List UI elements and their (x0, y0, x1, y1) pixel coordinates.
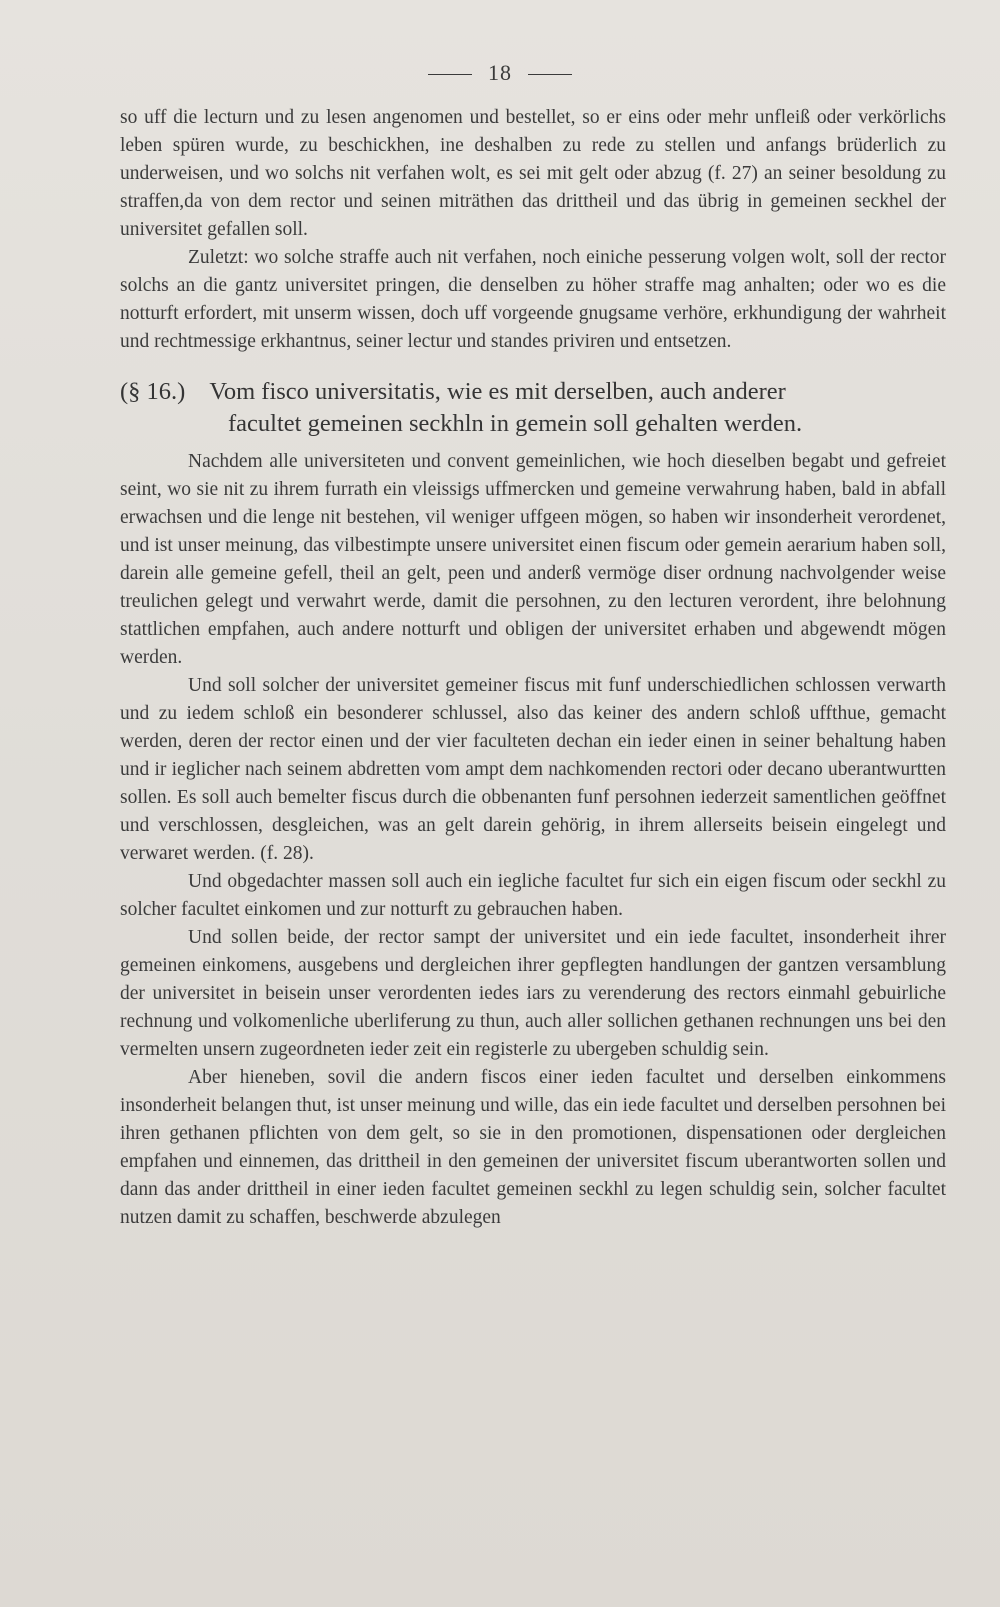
page-number: 18 (488, 60, 512, 85)
section-heading-line1 (120, 376, 946, 408)
page-body (120, 104, 946, 1232)
paragraph-zuletzt: Zuletzt: wo solche straffe auch nit verfahen, noch einiche pesserung volgen wolt, soll der rector solchs an die gantz universitet pringen, die denselben zu höher straffe mag anhalten; oder wo es die notturft erfordert, mit unserm wissen, doch uff vorgeende gnugsame verhöre, erkhundigung der wahrheit und rechtmessige erkhantnus, seiner lectur und standes priviren und entsetzen. (120, 247, 946, 352)
paragraph-und-sollen: Und sollen beide, der rector sampt der universitet und ein iede facultet, insonderheit ihrer gemeinen einkomens, ausgebens und dergleichen ihrer gepflegten handlungen der gantzen versamblung der universitet in beisein unser verordenten iedes iars zu verenderung des rectors einmahl gebuirliche rechnung und volkomenliche uberliferung zu thun, auch aller sollichen gethanen rechnungen uns bei den vermelten unsern zugeordneten ieder zeit ein registerle zu ubergeben schuldig sein. (120, 927, 946, 1060)
paragraph-nachdem: Nachdem alle universiteten und convent gemeinlichen, wie hoch dieselben begabt und gefreiet seint, wo sie nit zu ihrem furrath ein vleissigs uffmercken und gemeine verwahrung haben, bald in abfall erwachsen und die lenge nit bestehen, vil weniger uffgeen mögen, so haben wir insonderheit verordenet, und ist unser meinung, das vilbestimpte unsere universitet einen fiscum oder gemein aerarium haben soll, darein alle gemeine gefell, theil an gelt, peen und anderß vermöge diser ordnung nachvolgender weise treulichen gelegt und verwahrt werde, damit die persohnen, zu den lecturen verordent, ihre belohnung stattlichen empfahen, auch andere notturft und obligen der universitet erhaben und abgewendt mögen werden. (120, 451, 946, 668)
section-heading (120, 376, 946, 440)
paragraph-obgedachter: Und obgedachter massen soll auch ein iegliche facultet fur sich ein eigen fiscum oder seckhl zu solcher facultet einkomen und zur notturft zu gebrauchen haben. (120, 871, 946, 920)
header-rule-left (428, 74, 472, 75)
header-rule-right (528, 74, 572, 75)
page-header (0, 60, 1000, 86)
section-number: (§ 16.) (120, 378, 186, 405)
paragraph-aber-hieneben: Aber hieneben, sovil die andern fiscos einer ieden facultet und derselben einkommens insonderheit belangen thut, ist unser meinung und wille, das ein iede facultet und derselben persohnen bei ihren gethanen pflichten von dem gelt, so sie in den promotionen, dispensationen oder dergleichen empfahen und einnemen, das drittheil in den gemeinen der universitet fiscum uberantworten sollen und dann das ander drittheil in einer ieden facultet gemeinen seckhl zu legen schuldig sein, solcher facultet nutzen damit zu schaffen, beschwerde abzulegen (120, 1067, 946, 1228)
section-title-part2: facultet gemeinen seckhln in gemein soll gehalten werden. (228, 410, 803, 437)
section-title-part1: Vom fisco universitatis, wie es mit derselben, auch anderer (209, 378, 786, 405)
paragraph-und-soll: Und soll solcher der universitet gemeiner fiscus mit funf underschiedlichen schlossen verwarth und zu iedem schloß ein besonderer schlussel, also das keiner des andern schloß uffthue, gemacht werden, deren der rector einen und der vier faculteten dechan ein ieder einen in seiner behaltung haben und ir ieglicher nach seinem abdretten vom ampt dem nachkomenden rectori oder decano uberantwurtten sollen. Es soll auch bemelter fiscus durch die obbenanten funf persohnen iederzeit samentlichen geöffnet und verschlossen, desgleichen, was an gelt darein gehörig, in ihrem allerseits beisein eingelegt und verwaret werden. (f. 28). (120, 675, 946, 864)
paragraph-continued: so uff die lecturn und zu lesen angenomen und bestellet, so er eins oder mehr unfleiß oder verkörlichs leben spüren wurde, zu beschickhen, ine deshalben zu rede zu stellen und anfangs brüderlich zu underweisen, und wo solchs nit verfahen wolt, es sei mit gelt oder abzug (f. 27) an seiner besoldung zu straffen,da von dem rector und seinen miträthen das drittheil und das übrig in gemeinen seckhel der universitet gefallen soll. (120, 107, 946, 240)
